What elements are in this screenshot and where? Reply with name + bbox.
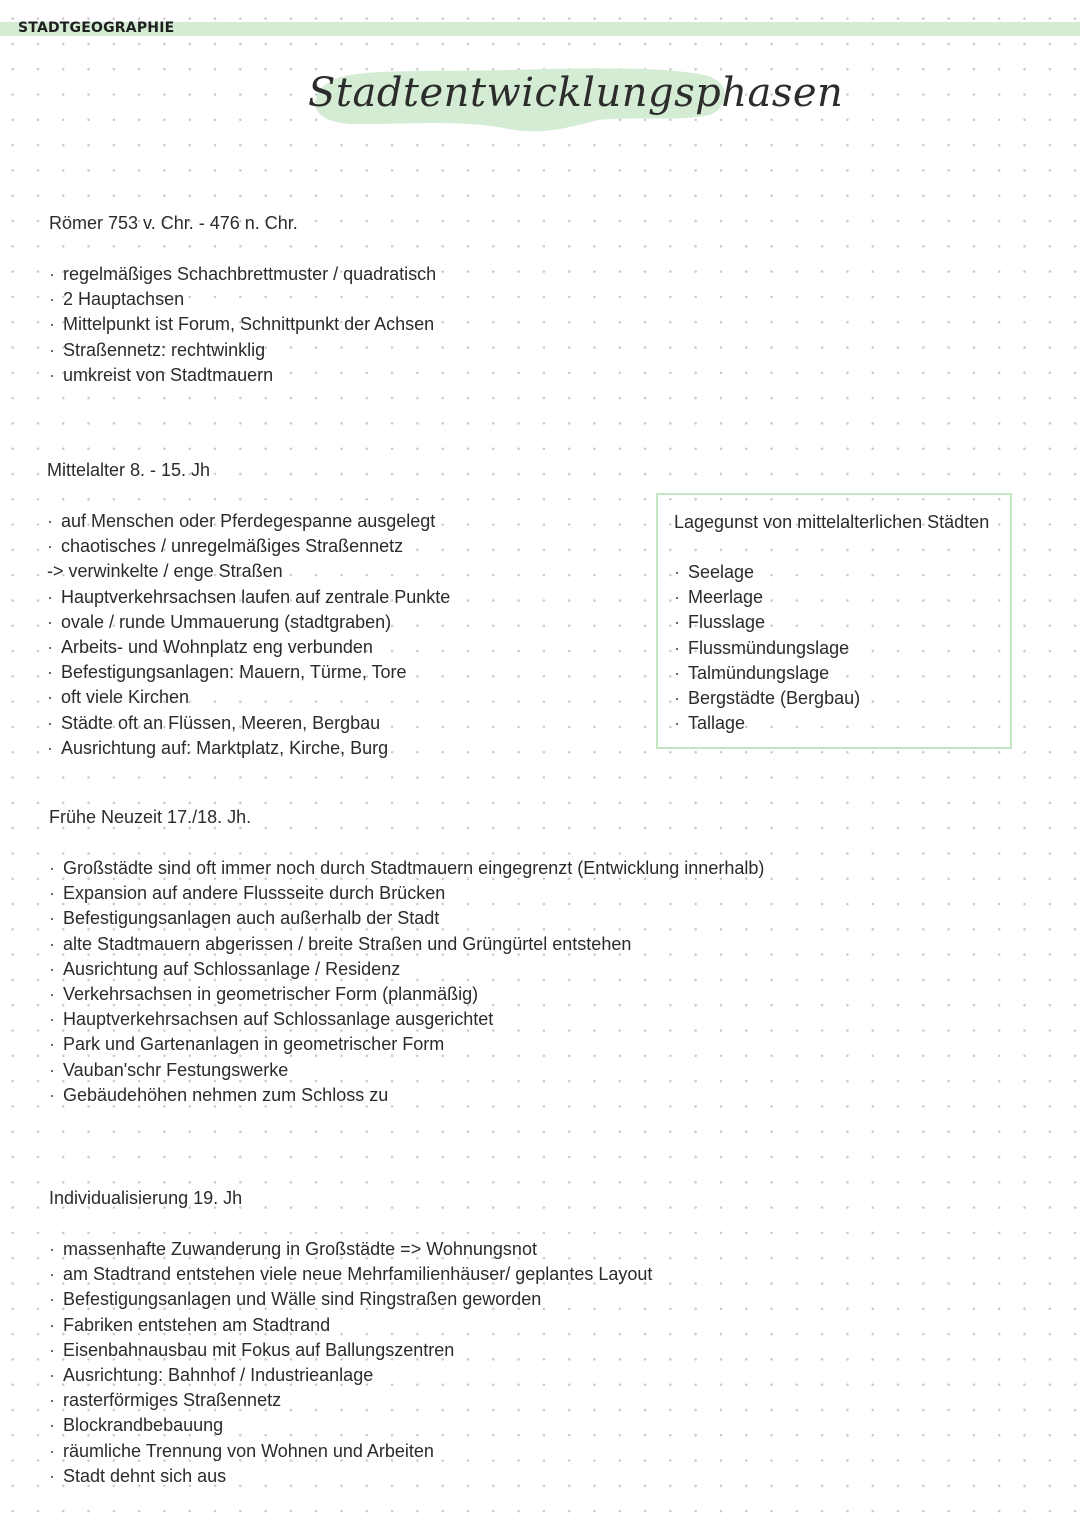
bullet-list [49,1237,652,1489]
list-item: · Großstädte sind oft immer noch durch Stadtmauern eingegrenzt (Entwicklung innerhalb) [49,858,765,878]
list-item: · am Stadtrand entstehen viele neue Mehrfamilienhäuser/ geplantes Layout [49,1264,653,1285]
section-title: Individualisierung 19. Jh [49,1188,243,1208]
list-item: · auf Menschen oder Pferdegespanne ausgelegt [47,511,436,531]
list-item: · chaotisches / unregelmäßiges Straßennetz [47,536,404,557]
list-item: · Seelage [674,562,755,582]
list-item: · Stadt dehnt sich aus [49,1465,227,1486]
list-item: · Talmündungslage [674,662,830,683]
list-item: · ovale / runde Ummauerung (stadtgraben) [47,611,392,632]
list-item: · rasterförmiges Straßennetz [49,1390,282,1411]
list-item: · 2 Hauptachsen [49,289,185,310]
list-item: · Eisenbahnausbau mit Fokus auf Ballungszentren [49,1339,455,1360]
list-item: · massenhafte Zuwanderung in Großstädte => Wohnungsnot [49,1239,537,1259]
list-item: · räumliche Trennung von Wohnen und Arbeiten [49,1440,434,1461]
list-item: · Meerlage [674,587,764,608]
section-fruehe-neuzeit [49,805,764,1108]
lagegunst-box [656,493,1012,749]
list-item: · Befestigungsanlagen auch außerhalb der Stadt [49,908,440,929]
list-item: · Mittelpunkt ist Forum, Schnittpunkt der Achsen [49,314,435,335]
list-item: · Gebäudehöhen nehmen zum Schloss zu [49,1084,389,1105]
list-item: · Blockrandbebauung [49,1415,224,1436]
list-item: · Flussmündungslage [674,637,850,658]
list-item: -> verwinkelte / enge Straßen [47,561,283,582]
bullet-list [49,262,436,388]
list-item: · Arbeits- und Wohnplatz eng verbunden [47,637,373,658]
list-item: · Park und Gartenanlagen in geometrischer Form [49,1034,445,1055]
section-title: Frühe Neuzeit 17./18. Jh. [49,807,252,827]
list-item: · Expansion auf andere Flussseite durch Brücken [49,883,446,904]
list-item: · Flusslage [674,612,766,633]
list-item: · Hauptverkehrsachsen laufen auf zentrale Punkte [47,586,451,607]
list-item: · Ausrichtung auf: Marktplatz, Kirche, Burg [47,737,389,758]
list-item: · Tallage [674,713,746,734]
section-individualisierung [49,1186,652,1489]
list-item: · Bergstädte (Bergbau) [674,688,861,709]
list-item: · Ausrichtung auf Schlossanlage / Residenz [49,958,401,979]
header-label: STADTGEOGRAPHIE [18,20,175,36]
list-item: · alte Stadtmauern abgerissen / breite Straßen und Grüngürtel entstehen [49,933,632,954]
page-title-block [308,62,844,138]
lagegunst-list [674,560,860,736]
list-item: · Befestigungsanlagen und Wälle sind Ringstraßen geworden [49,1289,542,1310]
list-item: · oft viele Kirchen [47,687,190,708]
section-mittelalter [47,458,450,761]
list-item: · Hauptverkehrsachsen auf Schlossanlage ausgerichtet [49,1009,494,1030]
list-item: · umkreist von Stadtmauern [49,364,274,385]
section-title: Römer 753 v. Chr. - 476 n. Chr. [49,213,298,233]
list-item: · Städte oft an Flüssen, Meeren, Bergbau [47,712,381,733]
section-title: Mittelalter 8. - 15. Jh [47,460,211,480]
lagegunst-title: Lagegunst von mittelalterlichen Städten [674,512,990,532]
list-item: · Befestigungsanlagen: Mauern, Türme, Tore [47,662,407,683]
list-item: · Straßennetz: rechtwinklig [49,339,266,360]
list-item: · Verkehrsachsen in geometrischer Form (planmäßig) [49,984,479,1005]
list-item: · Vauban'schr Festungswerke [49,1059,289,1080]
page-title: Stadtentwicklungsphasen [308,70,844,116]
list-item: · Ausrichtung: Bahnhof / Industrieanlage [49,1365,374,1386]
list-item: · Fabriken entstehen am Stadtrand [49,1314,331,1335]
bullet-list [49,856,764,1108]
list-item: · regelmäßiges Schachbrettmuster / quadratisch [49,264,437,284]
section-roemer [49,211,436,388]
bullet-list [47,509,450,761]
